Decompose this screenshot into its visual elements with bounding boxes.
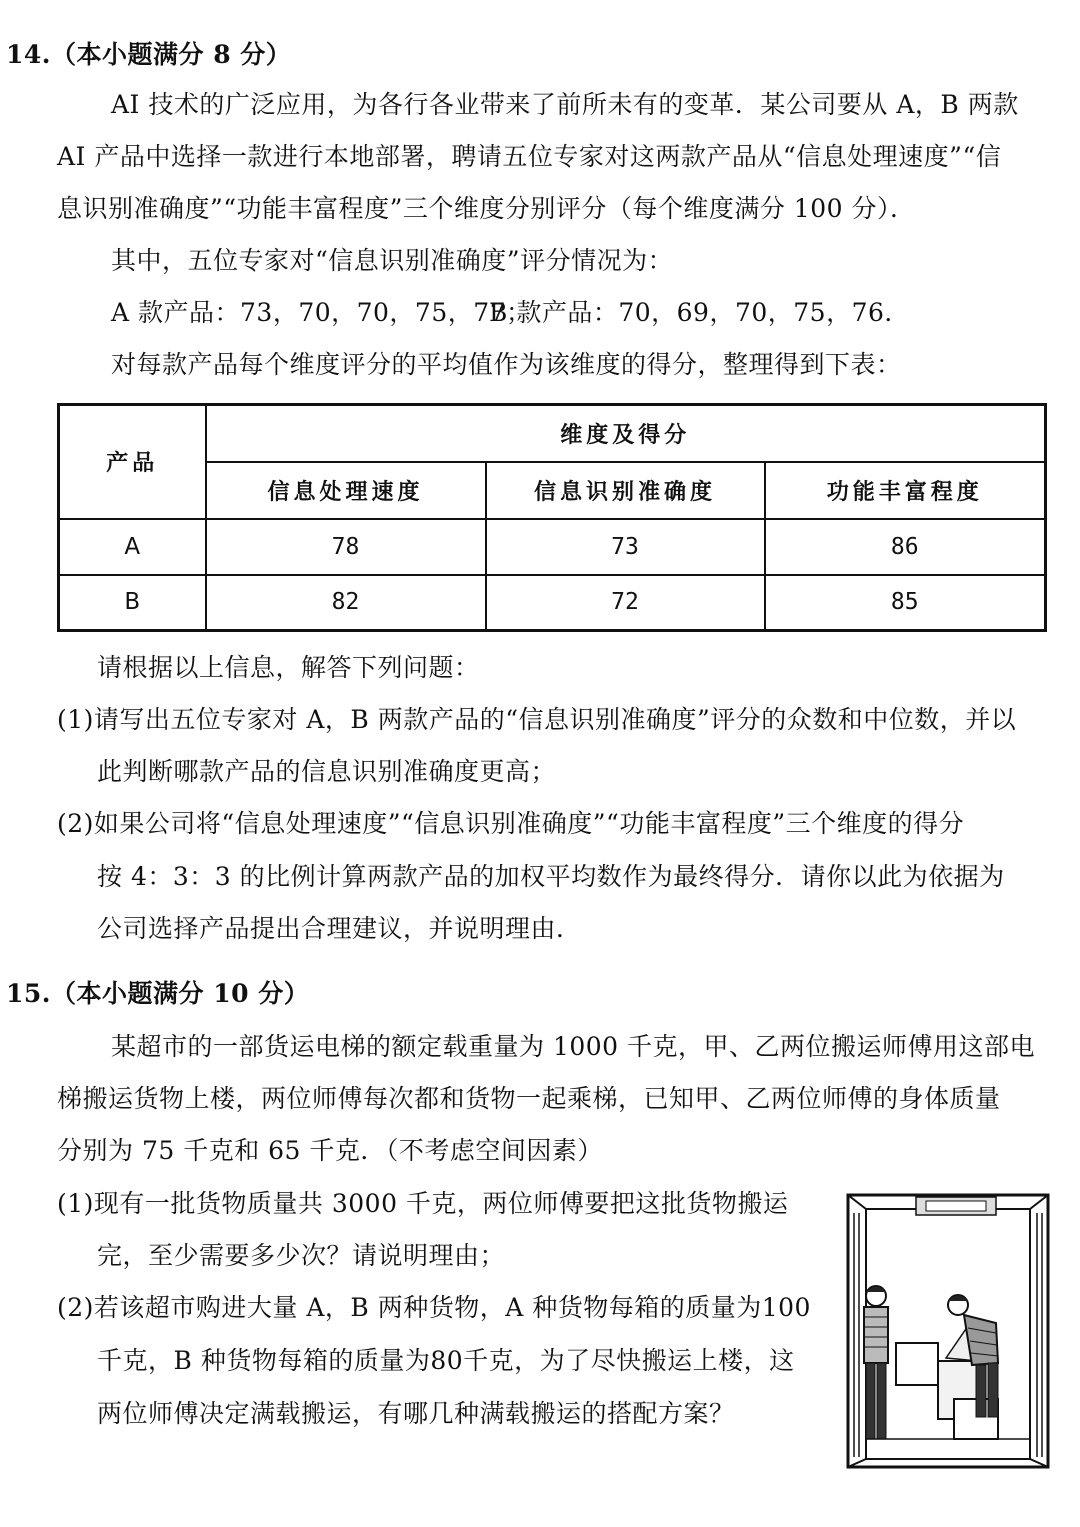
q14-scores-a: A 款产品：73，70，70，75，77； — [111, 298, 532, 327]
q15-part2-line3: 两位师傅决定满载搬运，有哪几种满载搬运的搭配方案？ — [97, 1399, 735, 1428]
q14-part1-line1: (1)请写出五位专家对 A，B 两款产品的“信息识别准确度”评分的众数和中位数，并以 — [57, 705, 1017, 734]
table-col-header: 功能丰富程度 — [765, 462, 1046, 519]
table-group-header: 维度及得分 — [206, 405, 1046, 462]
table-row-label: A — [59, 519, 206, 575]
elevator-workers-illustration — [846, 1193, 1050, 1469]
q14-part2-line3: 公司选择产品提出合理建议，并说明理由． — [97, 914, 582, 943]
table-cell: 82 — [206, 575, 486, 631]
q15-part2-line1: (2)若该超市购进大量 A，B 两种货物，A 种货物每箱的质量为100 — [57, 1293, 811, 1322]
table-cell: 78 — [206, 519, 486, 575]
table-corner-header: 产品 — [59, 405, 206, 519]
q14-para1-line2: AI 产品中选择一款进行本地部署，聘请五位专家对这两款产品从“信息处理速度”“信 — [57, 142, 1002, 171]
q14-heading: 14.（本小题满分 8 分） — [6, 40, 292, 69]
q14-para2: 其中，五位专家对“信息识别准确度”评分情况为： — [111, 246, 674, 275]
q14-part2-line1: (2)如果公司将“信息处理速度”“信息识别准确度”“功能丰富程度”三个维度的得分 — [57, 809, 965, 838]
q14-para3: 对每款产品每个维度评分的平均值作为该维度的得分，整理得到下表： — [111, 350, 902, 379]
q14-scores-b: B 款产品：70，69，70，75，76． — [489, 298, 910, 327]
table-cell: 86 — [765, 519, 1046, 575]
table-cell: 85 — [765, 575, 1046, 631]
q15-part1-line2: 完，至少需要多少次？请说明理由； — [97, 1241, 506, 1270]
table-col-header: 信息处理速度 — [206, 462, 486, 519]
q14-para1-line1: AI 技术的广泛应用，为各行各业带来了前所未有的变革．某公司要从 A，B 两款 — [111, 90, 1019, 119]
table-cell: 73 — [486, 519, 765, 575]
table-row — [59, 575, 1046, 631]
table-col-header: 信息识别准确度 — [486, 462, 765, 519]
q15-para1-line2: 梯搬运货物上楼，两位师傅每次都和货物一起乘梯，已知甲、乙两位师傅的身体质量 — [57, 1084, 1001, 1113]
q15-para1-line3: 分别为 75 千克和 65 千克．（不考虑空间因素） — [57, 1136, 603, 1165]
q14-part1-line2: 此判断哪款产品的信息识别准确度更高； — [97, 757, 557, 786]
score-table — [57, 403, 1047, 632]
q14-prompt: 请根据以上信息，解答下列问题： — [97, 653, 480, 682]
q15-para1-line1: 某超市的一部货运电梯的额定载重量为 1000 千克，甲、乙两位搬运师傅用这部电 — [111, 1032, 1036, 1061]
table-row — [59, 519, 1046, 575]
q15-part1-line1: (1)现有一批货物质量共 3000 千克，两位师傅要把这批货物搬运 — [57, 1189, 789, 1218]
q15-heading: 15.（本小题满分 10 分） — [6, 979, 310, 1008]
q15-part2-line2: 千克，B 种货物每箱的质量为80千克，为了尽快搬运上楼，这 — [97, 1346, 795, 1375]
table-cell: 72 — [486, 575, 765, 631]
q14-para1-line3: 息识别准确度”“功能丰富程度”三个维度分别评分（每个维度满分 100 分）． — [57, 194, 916, 223]
q14-part2-line2: 按 4：3：3 的比例计算两款产品的加权平均数作为最终得分．请你以此为依据为 — [97, 862, 1005, 891]
table-row-label: B — [59, 575, 206, 631]
